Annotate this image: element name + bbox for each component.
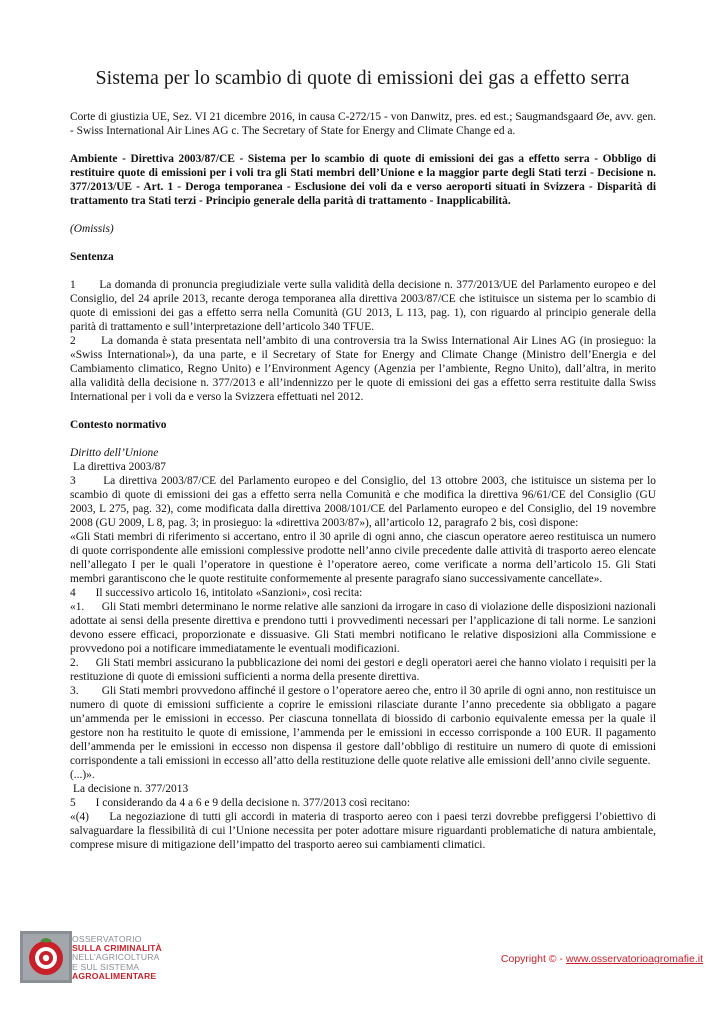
paragraph-5-quote: «(4) La negoziazione di tutti gli accordi in materia di trasporto aereo con i paesi terzi dovrebbe prefiggersi l’obiettivo di salvaguardare la flessibilità di cui l’Unione necessita per poter adottare misure riguardanti problematiche di natura ambientale, comprese misure di mitigazione dell’impatto del trasporto aereo sui cambiamenti climatici. xyxy=(70,811,656,851)
contesto-normativo-heading: Contesto normativo xyxy=(70,419,167,431)
paragraph-1: 1 La domanda di pronuncia pregiudiziale verte sulla validità della decisione n. 377/2013/UE del Parlamento europeo e del Consiglio, del 24 aprile 2013, recante deroga temporanea alla direttiva 2003/87/CE che istituisce un sistema per lo scambio di quote di emissioni dei gas a effetto serra nella Comunità (GU 2013, L 113, pag. 1), con riguardo al principio generale della parità di trattamento e sull’interpretazione dell’articolo 340 TFUE. xyxy=(70,279,656,333)
paragraph-4-ellipsis: (...)». xyxy=(70,769,95,781)
diritto-unione-heading: Diritto dell’Unione xyxy=(70,447,159,459)
paragraph-2: 2 La domanda è stata presentata nell’ambito di una controversia tra la Swiss International Air Lines AG (in prosieguo: la «Swiss International»), da una parte, e il Secretary of State for Energy and Climate Change (Ministro dell’Energia e del Cambiamento climatico, Regno Unito) e l’Environment Agency (Agenzia per l’ambiente, Regno Unito), dall’altra, in merito alla validità della decisione n. 377/2013 e all’indennizzo per le quote di emissioni dei gas a effetto serra restituite dalla Swiss International per i voli da e verso la Svizzera effettuati nel 2012. xyxy=(70,335,656,403)
logo-line-2: SULLA CRIMINALITÀ xyxy=(72,943,162,954)
logo-line-5: AGROALIMENTARE xyxy=(72,970,157,981)
copyright-prefix: Copyright © - xyxy=(500,953,566,965)
paragraph-4-quote-2: 2. Gli Stati membri assicurano la pubblicazione dei nomi dei gestori e degli operatori aerei che hanno violato i requisiti per la restituzione di quote di emissioni sufficienti a norma della presente direttiva. xyxy=(70,657,656,683)
observatory-logo xyxy=(20,931,220,987)
observatory-logo-text xyxy=(72,935,162,981)
logo-line-3: NELL’AGRICOLTURA xyxy=(72,952,160,963)
logo-line-4: E SUL SISTEMA xyxy=(72,961,140,972)
headnote: Ambiente - Direttiva 2003/87/CE - Sistema per lo scambio di quote di emissioni dei gas a effetto serra - Obbligo di restituire quote di emissioni per i voli tra gli Stati membri dell’Unione e la maggior parte degli Stati terzi - Decisione n. 377/2013/UE - Art. 1 - Deroga temporanea - Esclusione dei voli da e verso aeroporti situati in Svizzera - Disparità di trattamento tra Stati terzi - Principio generale della parità di trattamento - Inapplicabilità. xyxy=(70,153,656,207)
paragraph-4: 4 Il successivo articolo 16, intitolato «Sanzioni», così recita: xyxy=(70,587,363,599)
paragraph-4-quote-3: 3. Gli Stati membri provvedono affinché il gestore o l’operatore aereo che, entro il 30 aprile di ogni anno, non restituisce un numero di quote di emissioni sufficiente a coprire le emissioni rilasciate durante l’anno precedente sia obbligato a pagare un’ammenda per le emissioni in eccesso. Per ciascuna tonnellata di biossido di carbonio equivalente emessa per la quale il gestore non ha restituito le quote di emissione, l’ammenda per le emissioni in eccesso corrisponde a 100 EUR. Il pagamento dell’ammenda per le emissioni in eccesso non dispensa il gestore dall’obbligo di restituire un numero di quote di emissioni corrispondente a tali emissioni in eccesso all’atto della restituzione delle quote relative alle emissioni dell’anno civile seguente. xyxy=(70,685,656,767)
citation: Corte di giustizia UE, Sez. VI 21 dicembre 2016, in causa C-272/15 - von Danwitz, pres. ed est.; Saugmandsgaard Øe, avv. gen. - Swiss International Air Lines AG c. The Secretary of State for Energy and Climate Change ed a. xyxy=(70,111,656,137)
paragraph-3: 3 La direttiva 2003/87/CE del Parlamento europeo e del Consiglio, del 13 ottobre 2003, che istituisce un sistema per lo scambio di quote di emissioni dei gas a effetto serra nella Comunità e che modifica la direttiva 96/61/CE del Consiglio (GU 2003, L 275, pag. 32), come modificata dalla direttiva 2008/101/CE del Parlamento europeo e del Consiglio, del 19 novembre 2008 (GU 2009, L 8, pag. 3; in prosieguo: la «direttiva 2003/87»), all’articolo 12, paragrafo 2 bis, così dispone: xyxy=(70,475,656,529)
omissis: (Omissis) xyxy=(70,223,114,235)
logo-line-1: OSSERVATORIO xyxy=(72,934,142,944)
copyright-notice xyxy=(501,953,703,965)
document-title: Sistema per lo scambio di quote di emissioni dei gas a effetto serra xyxy=(95,67,630,89)
copyright-link[interactable]: www.osservatorioagromafie.it xyxy=(565,953,703,965)
decisione-heading: La decisione n. 377/2013 xyxy=(73,783,189,795)
direttiva-heading: La direttiva 2003/87 xyxy=(73,461,166,473)
observatory-logo-icon xyxy=(20,931,72,983)
paragraph-5: 5 I considerando da 4 a 6 e 9 della decisione n. 377/2013 così recitano: xyxy=(70,797,411,809)
paragraph-4-quote-1: «1. Gli Stati membri determinano le norme relative alle sanzioni da irrogare in caso di violazione delle disposizioni nazionali adottate ai sensi della presente direttiva e prendono tutti i provvedimenti necessari per l’applicazione di tali norme. Le sanzioni devono essere efficaci, proporzionate e dissuasive. Gli Stati membri notificano le relative disposizioni alla Commissione e provvedono poi a notificare immediatamente le eventuali modificazioni. xyxy=(70,601,656,655)
sentenza-heading: Sentenza xyxy=(70,251,114,263)
document-body xyxy=(70,110,656,852)
paragraph-3-quote: «Gli Stati membri di riferimento si accertano, entro il 30 aprile di ogni anno, che ciascun operatore aereo restituisca un numero di quote corrispondente alle emissioni complessive prodotte nell’anno civile precedente dalle attività di trasporto aereo elencate nell’allegato I per le quali l’operatore in questione è l’operatore aereo, come verificate a norma dell’articolo 15. Gli Stati membri garantiscono che le quote restituite conformemente al presente paragrafo siano successivamente cancellate». xyxy=(70,531,656,585)
